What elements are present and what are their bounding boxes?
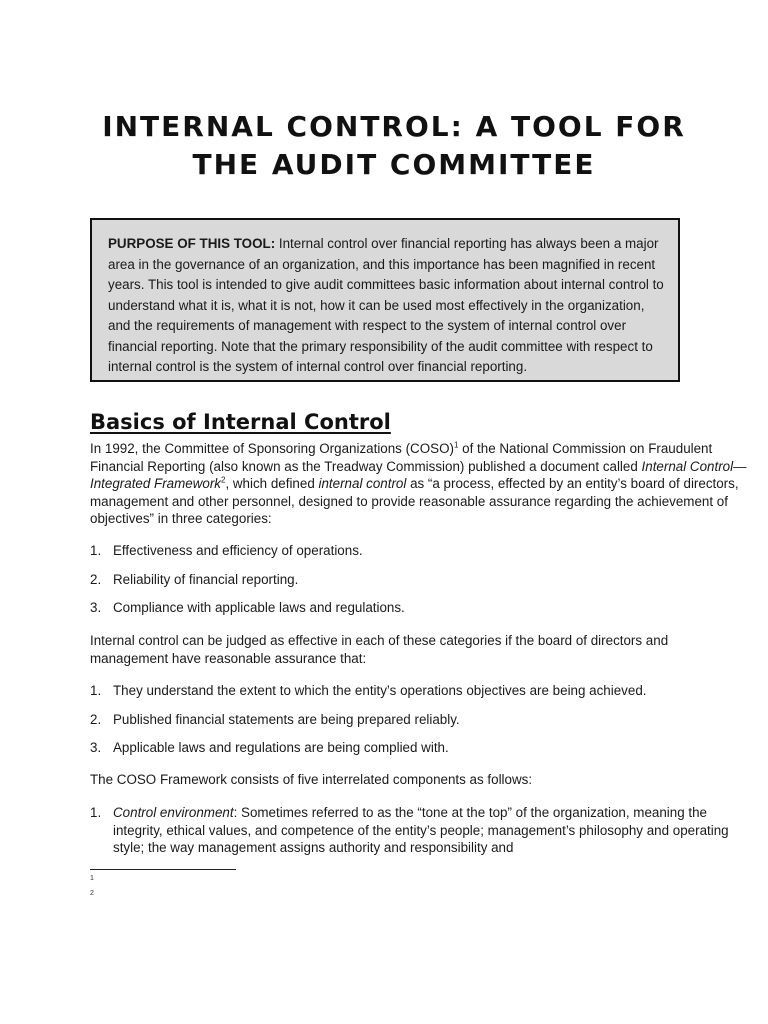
list-item <box>90 804 750 857</box>
categories-list <box>90 542 750 628</box>
list-item <box>90 711 750 729</box>
section-heading: Basics of Internal Control <box>90 410 391 434</box>
list-text: They understand the extent to which the entity’s operations objectives are being achieved. <box>113 683 647 698</box>
component-description: : Sometimes referred to as the “tone at the top” of the organization, meaning the integrity, ethical values, and competence of the entity’s people; management’s philosophy and operating style; the way management assigns authority and responsibility and <box>113 805 729 855</box>
intro-part-4: as “a process, effected by an entity’s board of directors, management and other personnel, designed to provide reasonable assurance regarding the achievement of objectives” in three categories: <box>90 476 739 526</box>
intro-paragraph <box>90 440 750 528</box>
list-item <box>90 542 750 560</box>
intro-part-1: In 1992, the Committee of Sponsoring Organizations (COSO) <box>90 441 454 456</box>
title-line-1: INTERNAL CONTROL: A TOOL FOR <box>102 110 686 143</box>
list-text: Published financial statements are being prepared reliably. <box>113 711 460 727</box>
components-list <box>90 804 750 857</box>
list-text: Effectiveness and efficiency of operations. <box>113 543 363 558</box>
assurances-list <box>90 682 750 768</box>
footnote-2: 2 <box>90 890 94 897</box>
footnote-ref-2[interactable]: 2 <box>220 475 226 485</box>
footnote-1: 1 <box>90 875 94 882</box>
intro-italic-framework: Internal Control—Integrated Framework <box>90 458 747 491</box>
list-text: Reliability of financial reporting. <box>113 571 299 587</box>
list-item <box>90 599 750 617</box>
list-number: 2. <box>90 711 102 727</box>
components-intro: The COSO Framework consists of five interrelated components as follows: <box>90 772 533 787</box>
title-line-2: THE AUDIT COMMITTEE <box>192 148 596 181</box>
list-text <box>113 804 745 857</box>
purpose-box <box>90 218 680 382</box>
list-number: 2. <box>90 571 102 587</box>
purpose-lead: PURPOSE OF THIS TOOL: <box>108 236 276 251</box>
list-text: Compliance with applicable laws and regulations. <box>113 600 405 615</box>
list-number: 1. <box>90 683 102 698</box>
purpose-text: Internal control over financial reporting has always been a major area in the governance of an organization, and this importance has been magnified in recent years. This tool is intended to give audit committees basic information about internal control to understand what it is, what it is not, how it can be used most effectively in the organization, and the requirements of management with respect to the system of internal control over financial reporting. Note that the primary responsibility of the audit committee with respect to internal control is the system of internal control over financial reporting. <box>108 236 664 374</box>
effective-paragraph: Internal control can be judged as effective in each of these categories if the board of directors and management have reasonable assurance that: <box>90 633 669 666</box>
list-item <box>90 739 750 757</box>
list-number: 1. <box>90 543 102 558</box>
list-text: Applicable laws and regulations are being complied with. <box>113 740 449 755</box>
footnote-divider <box>90 869 236 870</box>
document-title <box>60 108 728 184</box>
intro-italic-internal-control: internal control <box>318 476 407 491</box>
list-number: 3. <box>90 740 102 755</box>
list-number: 1. <box>90 805 102 820</box>
intro-part-2: of the National Commission on Fraudulent Financial Reporting (also known as the Treadway Commission) published a document called <box>90 441 713 474</box>
list-number: 3. <box>90 600 102 615</box>
list-item <box>90 571 750 589</box>
intro-part-3: , which defined <box>225 476 319 491</box>
list-item <box>90 682 750 700</box>
footnote-ref-1[interactable]: 1 <box>453 440 459 450</box>
component-term: Control environment <box>113 805 234 820</box>
